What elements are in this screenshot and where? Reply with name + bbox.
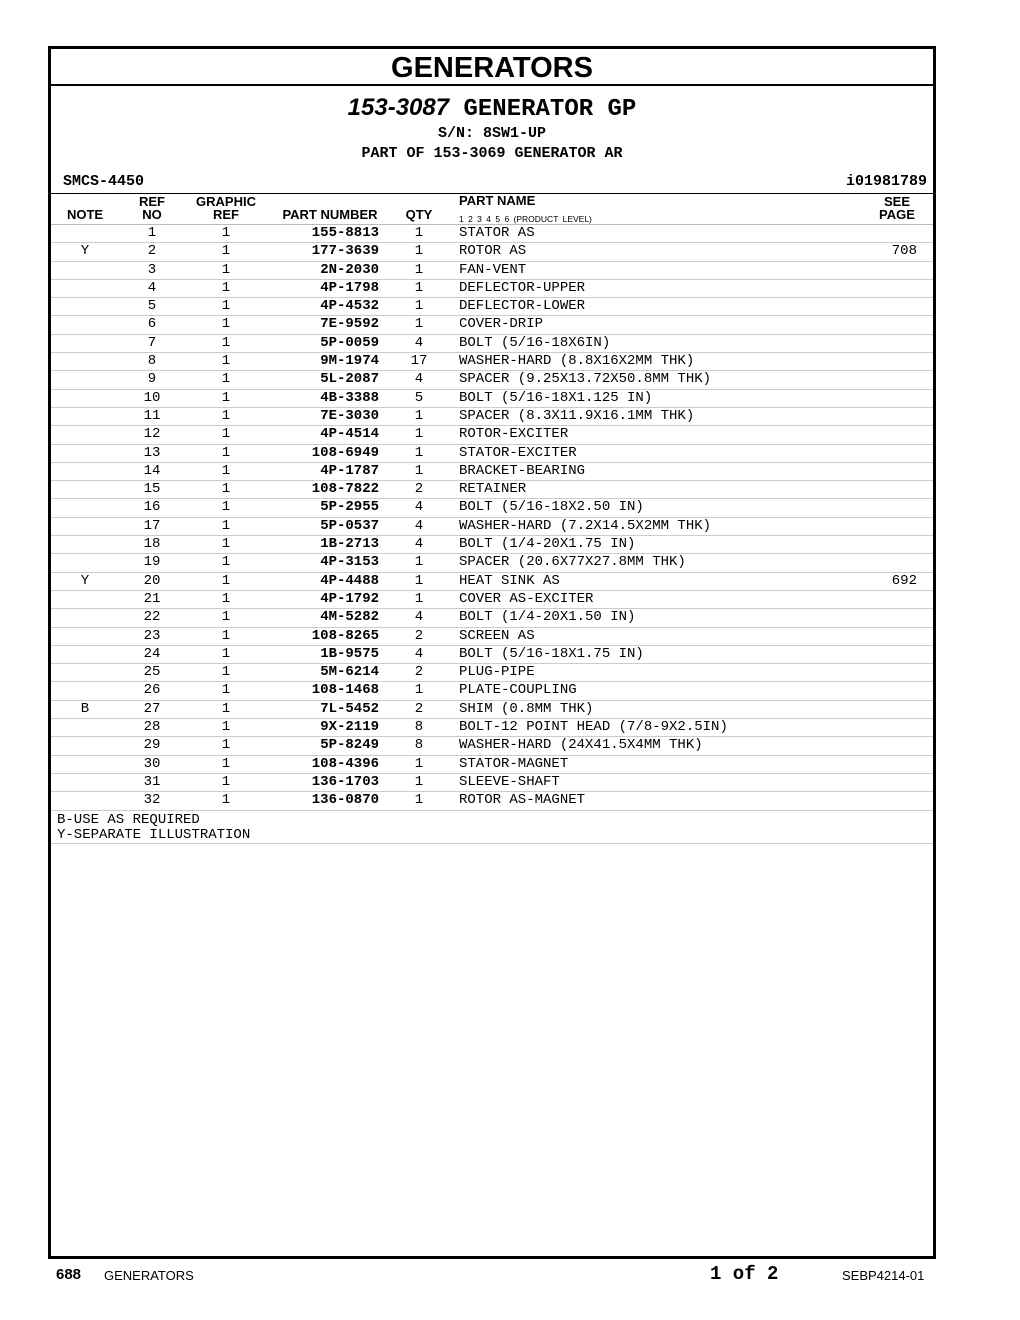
row-part-name: ROTOR-EXCITER xyxy=(459,426,569,443)
row-ref-no: 31 xyxy=(143,773,161,790)
row-ref-no: 16 xyxy=(143,499,161,516)
row-ref-no: 12 xyxy=(143,426,161,443)
row-part-name: BOLT (1/4-20X1.75 IN) xyxy=(459,536,636,553)
header-qty: QTY xyxy=(405,207,433,222)
row-ref-no: 27 xyxy=(143,700,161,717)
row-graphic-ref: 1 xyxy=(221,773,231,790)
table-row xyxy=(51,463,933,481)
row-part-name: BOLT (5/16-18X1.125 IN) xyxy=(459,389,653,406)
row-qty: 8 xyxy=(414,719,424,736)
row-part-name: STATOR-EXCITER xyxy=(459,444,577,461)
page-footer xyxy=(0,1262,1020,1288)
row-qty: 1 xyxy=(414,298,424,315)
row-graphic-ref: 1 xyxy=(221,590,231,607)
row-part-name: PLATE-COUPLING xyxy=(459,682,577,699)
row-part-number: 108-4396 xyxy=(311,755,379,772)
section-title: GENERATORS xyxy=(51,49,933,86)
table-row xyxy=(51,792,933,810)
table-row xyxy=(51,408,933,426)
row-part-name: PLUG-PIPE xyxy=(459,664,535,681)
row-part-number: 108-7822 xyxy=(311,481,379,498)
row-part-number: 108-1468 xyxy=(311,682,379,699)
row-note: Y xyxy=(80,243,90,260)
header-ref xyxy=(131,195,173,221)
row-qty: 1 xyxy=(414,590,424,607)
row-part-number: 4M-5282 xyxy=(320,609,379,626)
row-part-name: STATOR-MAGNET xyxy=(459,755,569,772)
row-part-name: BOLT (5/16-18X1.75 IN) xyxy=(459,645,644,662)
row-ref-no: 11 xyxy=(143,407,161,424)
row-qty: 4 xyxy=(414,645,424,662)
row-graphic-ref: 1 xyxy=(221,609,231,626)
row-qty: 1 xyxy=(414,444,424,461)
row-see-page: 708 xyxy=(891,243,917,260)
row-part-number: 136-0870 xyxy=(311,792,379,809)
row-graphic-ref: 1 xyxy=(221,792,231,809)
row-part-name: SLEEVE-SHAFT xyxy=(459,773,560,790)
row-qty: 1 xyxy=(414,407,424,424)
row-graphic-ref: 1 xyxy=(221,261,231,278)
row-qty: 1 xyxy=(414,462,424,479)
row-ref-no: 9 xyxy=(147,371,157,388)
row-ref-no: 3 xyxy=(147,261,157,278)
row-ref-no: 18 xyxy=(143,536,161,553)
row-ref-no: 8 xyxy=(147,353,157,370)
row-ref-no: 10 xyxy=(143,389,161,406)
row-graphic-ref: 1 xyxy=(221,389,231,406)
page-frame xyxy=(48,46,936,1259)
row-ref-no: 32 xyxy=(143,792,161,809)
row-graphic-ref: 1 xyxy=(221,554,231,571)
row-part-number: 108-8265 xyxy=(311,627,379,644)
row-graphic-ref: 1 xyxy=(221,444,231,461)
row-part-number: 1B-9575 xyxy=(320,645,379,662)
header-graphic-bottom: REF xyxy=(213,207,239,222)
row-ref-no: 26 xyxy=(143,682,161,699)
header-part-number: PART NUMBER xyxy=(282,207,378,222)
row-part-number: 155-8813 xyxy=(311,225,379,241)
serial-number: S/N: 8SW1-UP xyxy=(437,125,547,142)
row-ref-no: 21 xyxy=(143,590,161,607)
row-part-number: 4P-1792 xyxy=(320,590,379,607)
row-ref-no: 25 xyxy=(143,664,161,681)
row-qty: 2 xyxy=(414,481,424,498)
row-part-name: COVER-DRIP xyxy=(459,316,544,333)
row-part-name: SCREEN AS xyxy=(459,627,535,644)
notes-block xyxy=(51,811,933,844)
row-graphic-ref: 1 xyxy=(221,664,231,681)
table-row xyxy=(51,316,933,334)
row-graphic-ref: 1 xyxy=(221,517,231,534)
row-note: B xyxy=(80,700,90,717)
row-part-name: WASHER-HARD (7.2X14.5X2MM THK) xyxy=(459,517,712,534)
row-graphic-ref: 1 xyxy=(221,225,231,241)
table-header xyxy=(51,193,933,225)
row-part-name: COVER AS-EXCITER xyxy=(459,590,594,607)
row-qty: 1 xyxy=(414,773,424,790)
row-part-name: FAN-VENT xyxy=(459,261,527,278)
row-graphic-ref: 1 xyxy=(221,719,231,736)
header-see-bottom: PAGE xyxy=(879,207,915,222)
part-of-line: PART OF 153-3069 GENERATOR AR xyxy=(361,145,623,162)
note-line: B-USE AS REQUIRED xyxy=(57,811,200,828)
row-qty: 4 xyxy=(414,536,424,553)
table-row xyxy=(51,518,933,536)
row-part-name: BOLT (5/16-18X2.50 IN) xyxy=(459,499,644,516)
header-graphic xyxy=(191,195,261,221)
row-graphic-ref: 1 xyxy=(221,682,231,699)
row-part-name: RETAINER xyxy=(459,481,527,498)
row-part-number: 5P-8249 xyxy=(320,737,379,754)
footer-page-of: 1 of 2 xyxy=(710,1263,779,1285)
row-graphic-ref: 1 xyxy=(221,279,231,296)
table-row xyxy=(51,774,933,792)
row-qty: 1 xyxy=(414,243,424,260)
row-part-number: 4P-1798 xyxy=(320,279,379,296)
table-row xyxy=(51,682,933,700)
row-part-number: 108-6949 xyxy=(311,444,379,461)
header-see-top: SEE xyxy=(883,194,910,209)
row-graphic-ref: 1 xyxy=(221,499,231,516)
row-ref-no: 22 xyxy=(143,609,161,626)
row-qty: 1 xyxy=(414,279,424,296)
row-qty: 4 xyxy=(414,334,424,351)
row-graphic-ref: 1 xyxy=(221,572,231,589)
row-ref-no: 5 xyxy=(147,298,157,315)
row-ref-no: 28 xyxy=(143,719,161,736)
illustration-id: i01981789 xyxy=(845,173,927,190)
row-graphic-ref: 1 xyxy=(221,627,231,644)
row-qty: 2 xyxy=(414,700,424,717)
group-number: 153-3087 xyxy=(347,94,450,121)
row-ref-no: 1 xyxy=(147,225,157,241)
row-part-number: 9M-1974 xyxy=(320,353,379,370)
row-part-number: 5P-0537 xyxy=(320,517,379,534)
table-row xyxy=(51,353,933,371)
row-graphic-ref: 1 xyxy=(221,645,231,662)
note-line: Y-SEPARATE ILLUSTRATION xyxy=(57,826,251,843)
header-see-page xyxy=(871,195,923,221)
table-row xyxy=(51,499,933,517)
row-part-number: 9X-2119 xyxy=(320,719,379,736)
row-qty: 1 xyxy=(414,261,424,278)
row-qty: 17 xyxy=(410,353,428,370)
row-qty: 4 xyxy=(414,371,424,388)
table-row xyxy=(51,646,933,664)
footer-form-number: SEBP4214-01 xyxy=(842,1268,925,1283)
row-ref-no: 13 xyxy=(143,444,161,461)
header-part-name: PART NAME xyxy=(459,193,536,208)
row-qty: 1 xyxy=(414,316,424,333)
row-graphic-ref: 1 xyxy=(221,755,231,772)
row-graphic-ref: 1 xyxy=(221,481,231,498)
row-part-number: 7L-5452 xyxy=(320,700,379,717)
row-graphic-ref: 1 xyxy=(221,737,231,754)
row-graphic-ref: 1 xyxy=(221,298,231,315)
table-row xyxy=(51,390,933,408)
table-row xyxy=(51,591,933,609)
row-ref-no: 19 xyxy=(143,554,161,571)
row-ref-no: 4 xyxy=(147,279,157,296)
footer-page-number: 688 xyxy=(56,1266,82,1283)
row-part-number: 7E-9592 xyxy=(320,316,379,333)
row-graphic-ref: 1 xyxy=(221,243,231,260)
row-graphic-ref: 1 xyxy=(221,407,231,424)
row-part-number: 4P-3153 xyxy=(320,554,379,571)
row-qty: 1 xyxy=(414,792,424,809)
row-part-name: BRACKET-BEARING xyxy=(459,462,586,479)
row-part-name: WASHER-HARD (8.8X16X2MM THK) xyxy=(459,353,695,370)
row-qty: 4 xyxy=(414,609,424,626)
table-row xyxy=(51,536,933,554)
row-graphic-ref: 1 xyxy=(221,536,231,553)
row-part-name: SPACER (8.3X11.9X16.1MM THK) xyxy=(459,407,695,424)
row-ref-no: 7 xyxy=(147,334,157,351)
row-ref-no: 17 xyxy=(143,517,161,534)
row-part-name: HEAT SINK AS xyxy=(459,572,560,589)
table-row xyxy=(51,609,933,627)
table-row xyxy=(51,737,933,755)
row-part-name: ROTOR AS-MAGNET xyxy=(459,792,586,809)
row-part-number: 4P-4488 xyxy=(320,572,379,589)
row-qty: 2 xyxy=(414,664,424,681)
row-ref-no: 20 xyxy=(143,572,161,589)
table-row xyxy=(51,426,933,444)
row-graphic-ref: 1 xyxy=(221,700,231,717)
row-part-name: SPACER (20.6X77X27.8MM THK) xyxy=(459,554,686,571)
row-part-number: 5L-2087 xyxy=(320,371,379,388)
row-qty: 1 xyxy=(414,682,424,699)
row-ref-no: 2 xyxy=(147,243,157,260)
row-qty: 4 xyxy=(414,499,424,516)
row-part-number: 4B-3388 xyxy=(320,389,379,406)
row-part-number: 5P-0059 xyxy=(320,334,379,351)
row-part-number: 1B-2713 xyxy=(320,536,379,553)
row-ref-no: 30 xyxy=(143,755,161,772)
row-part-name: WASHER-HARD (24X41.5X4MM THK) xyxy=(459,737,703,754)
row-qty: 1 xyxy=(414,225,424,241)
row-part-name: SHIM (0.8MM THK) xyxy=(459,700,594,717)
row-part-name: STATOR AS xyxy=(459,225,535,241)
table-row xyxy=(51,628,933,646)
table-row xyxy=(51,701,933,719)
row-qty: 1 xyxy=(414,554,424,571)
row-part-number: 7E-3030 xyxy=(320,407,379,424)
row-part-number: 136-1703 xyxy=(311,773,379,790)
row-part-name: BOLT (1/4-20X1.50 IN) xyxy=(459,609,636,626)
row-ref-no: 24 xyxy=(143,645,161,662)
row-qty: 8 xyxy=(414,737,424,754)
header-graphic-top: GRAPHIC xyxy=(196,194,256,209)
row-qty: 1 xyxy=(414,572,424,589)
table-row xyxy=(51,335,933,353)
row-note: Y xyxy=(80,572,90,589)
table-row xyxy=(51,573,933,591)
header-ref-top: REF xyxy=(139,194,165,209)
header-product-level: 1 2 3 4 5 6 (PRODUCT LEVEL) xyxy=(459,214,592,224)
row-ref-no: 15 xyxy=(143,481,161,498)
table-row xyxy=(51,280,933,298)
row-graphic-ref: 1 xyxy=(221,462,231,479)
table-row xyxy=(51,225,933,243)
row-qty: 2 xyxy=(414,627,424,644)
footer-section: GENERATORS xyxy=(104,1268,194,1283)
header-ref-bottom: NO xyxy=(142,207,162,222)
row-part-name: SPACER (9.25X13.72X50.8MM THK) xyxy=(459,371,712,388)
table-row xyxy=(51,756,933,774)
row-part-number: 2N-2030 xyxy=(320,261,379,278)
row-qty: 5 xyxy=(414,389,424,406)
row-part-number: 4P-4532 xyxy=(320,298,379,315)
table-row xyxy=(51,262,933,280)
table-row xyxy=(51,719,933,737)
row-graphic-ref: 1 xyxy=(221,371,231,388)
table-row xyxy=(51,664,933,682)
row-graphic-ref: 1 xyxy=(221,426,231,443)
table-row xyxy=(51,445,933,463)
row-part-name: ROTOR AS xyxy=(459,243,527,260)
row-see-page: 692 xyxy=(891,572,917,589)
row-part-name: DEFLECTOR-UPPER xyxy=(459,279,586,296)
group-title xyxy=(51,94,933,124)
row-graphic-ref: 1 xyxy=(221,334,231,351)
row-part-number: 5M-6214 xyxy=(320,664,379,681)
row-part-number: 4P-4514 xyxy=(320,426,379,443)
row-part-name: DEFLECTOR-LOWER xyxy=(459,298,586,315)
group-name: GENERATOR GP xyxy=(449,96,637,123)
smcs-code: SMCS-4450 xyxy=(63,173,145,190)
table-row xyxy=(51,243,933,261)
parts-table-body xyxy=(51,225,933,811)
row-ref-no: 23 xyxy=(143,627,161,644)
row-ref-no: 6 xyxy=(147,316,157,333)
table-row xyxy=(51,371,933,389)
row-part-name: BOLT (5/16-18X6IN) xyxy=(459,334,611,351)
row-graphic-ref: 1 xyxy=(221,316,231,333)
row-qty: 1 xyxy=(414,755,424,772)
ids-row xyxy=(51,171,933,193)
table-row xyxy=(51,481,933,499)
table-row xyxy=(51,554,933,572)
row-qty: 1 xyxy=(414,426,424,443)
row-ref-no: 14 xyxy=(143,462,161,479)
table-row xyxy=(51,298,933,316)
row-part-number: 5P-2955 xyxy=(320,499,379,516)
row-graphic-ref: 1 xyxy=(221,353,231,370)
header-note: NOTE xyxy=(66,207,104,222)
row-part-number: 4P-1787 xyxy=(320,462,379,479)
row-part-number: 177-3639 xyxy=(311,243,379,260)
row-part-name: BOLT-12 POINT HEAD (7/8-9X2.5IN) xyxy=(459,719,728,736)
row-qty: 4 xyxy=(414,517,424,534)
row-ref-no: 29 xyxy=(143,737,161,754)
